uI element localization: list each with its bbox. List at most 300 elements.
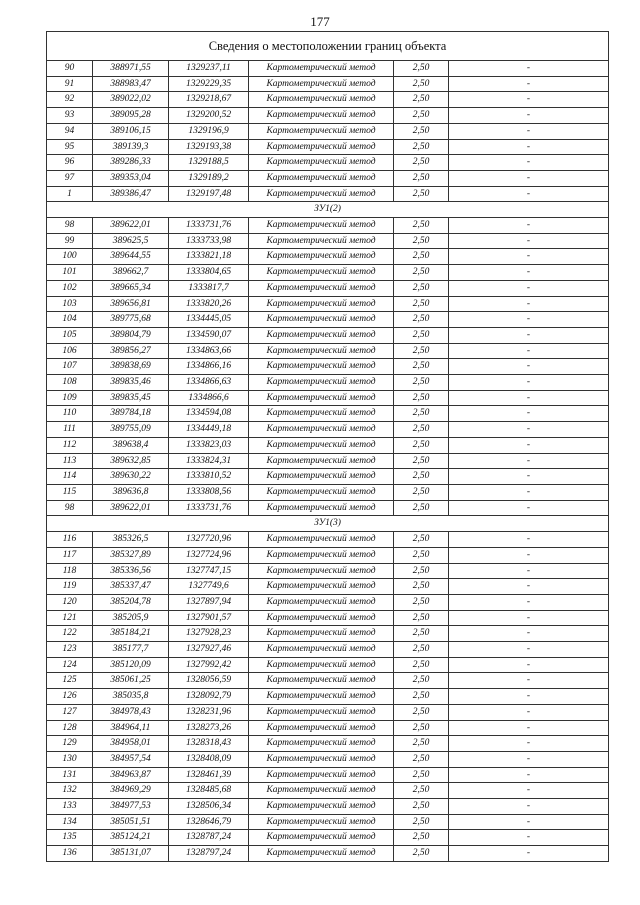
y-coordinate-cell: 1333808,56	[169, 484, 249, 500]
description-cell: -	[449, 186, 609, 202]
y-coordinate-cell: 1328231,96	[169, 704, 249, 720]
method-cell: Картометрический метод	[249, 406, 394, 422]
table-row	[47, 799, 609, 815]
accuracy-cell: 2,50	[394, 500, 449, 516]
accuracy-cell: 2,50	[394, 359, 449, 375]
description-cell: -	[449, 610, 609, 626]
method-cell: Картометрический метод	[249, 704, 394, 720]
y-coordinate-cell: 1333823,03	[169, 437, 249, 453]
point-number-cell: 131	[47, 767, 93, 783]
x-coordinate-cell: 389095,28	[93, 108, 169, 124]
table-row	[47, 437, 609, 453]
method-cell: Картометрический метод	[249, 170, 394, 186]
y-coordinate-cell: 1329197,48	[169, 186, 249, 202]
method-cell: Картометрический метод	[249, 375, 394, 391]
table-row	[47, 469, 609, 485]
accuracy-cell: 2,50	[394, 155, 449, 171]
x-coordinate-cell: 385124,21	[93, 830, 169, 846]
table-row	[47, 704, 609, 720]
description-cell: -	[449, 767, 609, 783]
method-cell: Картометрический метод	[249, 547, 394, 563]
method-cell: Картометрический метод	[249, 767, 394, 783]
method-cell: Картометрический метод	[249, 484, 394, 500]
x-coordinate-cell: 389622,01	[93, 218, 169, 234]
method-cell: Картометрический метод	[249, 359, 394, 375]
table-row	[47, 830, 609, 846]
description-cell: -	[449, 830, 609, 846]
x-coordinate-cell: 389106,15	[93, 123, 169, 139]
y-coordinate-cell: 1328318,43	[169, 736, 249, 752]
y-coordinate-cell: 1329229,35	[169, 76, 249, 92]
y-coordinate-cell: 1327901,57	[169, 610, 249, 626]
y-coordinate-cell: 1327992,42	[169, 657, 249, 673]
accuracy-cell: 2,50	[394, 406, 449, 422]
description-cell: -	[449, 594, 609, 610]
table-row	[47, 233, 609, 249]
accuracy-cell: 2,50	[394, 720, 449, 736]
table-row	[47, 563, 609, 579]
method-cell: Картометрический метод	[249, 437, 394, 453]
table-row	[47, 296, 609, 312]
table-row	[47, 92, 609, 108]
table-row	[47, 484, 609, 500]
x-coordinate-cell: 389286,33	[93, 155, 169, 171]
table-row	[47, 61, 609, 77]
description-cell: -	[449, 123, 609, 139]
point-number-cell: 119	[47, 579, 93, 595]
accuracy-cell: 2,50	[394, 343, 449, 359]
x-coordinate-cell: 389638,4	[93, 437, 169, 453]
x-coordinate-cell: 389644,55	[93, 249, 169, 265]
point-number-cell: 104	[47, 312, 93, 328]
accuracy-cell: 2,50	[394, 799, 449, 815]
method-cell: Картометрический метод	[249, 532, 394, 548]
table-row	[47, 579, 609, 595]
x-coordinate-cell: 385337,47	[93, 579, 169, 595]
point-number-cell: 120	[47, 594, 93, 610]
table-row	[47, 265, 609, 281]
description-cell: -	[449, 846, 609, 862]
y-coordinate-cell: 1334863,66	[169, 343, 249, 359]
point-number-cell: 124	[47, 657, 93, 673]
description-cell: -	[449, 579, 609, 595]
accuracy-cell: 2,50	[394, 657, 449, 673]
description-cell: -	[449, 563, 609, 579]
table-row	[47, 689, 609, 705]
point-number-cell: 105	[47, 327, 93, 343]
method-cell: Картометрический метод	[249, 422, 394, 438]
point-number-cell: 1	[47, 186, 93, 202]
x-coordinate-cell: 385035,8	[93, 689, 169, 705]
description-cell: -	[449, 170, 609, 186]
description-cell: -	[449, 689, 609, 705]
x-coordinate-cell: 385051,51	[93, 814, 169, 830]
method-cell: Картометрический метод	[249, 123, 394, 139]
point-number-cell: 100	[47, 249, 93, 265]
point-number-cell: 132	[47, 783, 93, 799]
x-coordinate-cell: 389662,7	[93, 265, 169, 281]
x-coordinate-cell: 385204,78	[93, 594, 169, 610]
accuracy-cell: 2,50	[394, 390, 449, 406]
x-coordinate-cell: 389632,85	[93, 453, 169, 469]
description-cell: -	[449, 704, 609, 720]
point-number-cell: 135	[47, 830, 93, 846]
x-coordinate-cell: 389804,79	[93, 327, 169, 343]
description-cell: -	[449, 327, 609, 343]
x-coordinate-cell: 385061,25	[93, 673, 169, 689]
point-number-cell: 96	[47, 155, 93, 171]
table-row	[47, 390, 609, 406]
accuracy-cell: 2,50	[394, 689, 449, 705]
method-cell: Картометрический метод	[249, 799, 394, 815]
table-row	[47, 547, 609, 563]
x-coordinate-cell: 389835,46	[93, 375, 169, 391]
y-coordinate-cell: 1329200,52	[169, 108, 249, 124]
accuracy-cell: 2,50	[394, 767, 449, 783]
accuracy-cell: 2,50	[394, 327, 449, 343]
accuracy-cell: 2,50	[394, 626, 449, 642]
x-coordinate-cell: 389630,22	[93, 469, 169, 485]
method-cell: Картометрический метод	[249, 453, 394, 469]
y-coordinate-cell: 1327928,23	[169, 626, 249, 642]
x-coordinate-cell: 389755,09	[93, 422, 169, 438]
method-cell: Картометрический метод	[249, 500, 394, 516]
point-number-cell: 130	[47, 751, 93, 767]
table-row	[47, 673, 609, 689]
x-coordinate-cell: 385336,56	[93, 563, 169, 579]
description-cell: -	[449, 720, 609, 736]
y-coordinate-cell: 1327747,15	[169, 563, 249, 579]
point-number-cell: 134	[47, 814, 93, 830]
x-coordinate-cell: 384958,01	[93, 736, 169, 752]
accuracy-cell: 2,50	[394, 108, 449, 124]
accuracy-cell: 2,50	[394, 704, 449, 720]
x-coordinate-cell: 389386,47	[93, 186, 169, 202]
x-coordinate-cell: 389835,45	[93, 390, 169, 406]
y-coordinate-cell: 1328646,79	[169, 814, 249, 830]
point-number-cell: 95	[47, 139, 93, 155]
accuracy-cell: 2,50	[394, 249, 449, 265]
table-row	[47, 139, 609, 155]
table-row	[47, 767, 609, 783]
method-cell: Картометрический метод	[249, 61, 394, 77]
table-row	[47, 453, 609, 469]
table-row	[47, 720, 609, 736]
y-coordinate-cell: 1328273,26	[169, 720, 249, 736]
accuracy-cell: 2,50	[394, 453, 449, 469]
description-cell: -	[449, 139, 609, 155]
accuracy-cell: 2,50	[394, 170, 449, 186]
point-number-cell: 125	[47, 673, 93, 689]
y-coordinate-cell: 1329193,38	[169, 139, 249, 155]
description-cell: -	[449, 359, 609, 375]
y-coordinate-cell: 1333731,76	[169, 500, 249, 516]
table-row	[47, 532, 609, 548]
description-cell: -	[449, 108, 609, 124]
point-number-cell: 116	[47, 532, 93, 548]
table-row	[47, 155, 609, 171]
y-coordinate-cell: 1327897,94	[169, 594, 249, 610]
x-coordinate-cell: 389838,69	[93, 359, 169, 375]
point-number-cell: 110	[47, 406, 93, 422]
table-row	[47, 312, 609, 328]
point-number-cell: 109	[47, 390, 93, 406]
accuracy-cell: 2,50	[394, 751, 449, 767]
y-coordinate-cell: 1334590,07	[169, 327, 249, 343]
method-cell: Картометрический метод	[249, 218, 394, 234]
point-number-cell: 101	[47, 265, 93, 281]
description-cell: -	[449, 799, 609, 815]
point-number-cell: 128	[47, 720, 93, 736]
method-cell: Картометрический метод	[249, 265, 394, 281]
method-cell: Картометрический метод	[249, 814, 394, 830]
accuracy-cell: 2,50	[394, 186, 449, 202]
accuracy-cell: 2,50	[394, 594, 449, 610]
description-cell: -	[449, 375, 609, 391]
y-coordinate-cell: 1329188,5	[169, 155, 249, 171]
description-cell: -	[449, 296, 609, 312]
description-cell: -	[449, 673, 609, 689]
point-number-cell: 133	[47, 799, 93, 815]
description-cell: -	[449, 736, 609, 752]
y-coordinate-cell: 1334449,18	[169, 422, 249, 438]
accuracy-cell: 2,50	[394, 296, 449, 312]
description-cell: -	[449, 437, 609, 453]
table-row	[47, 594, 609, 610]
description-cell: -	[449, 547, 609, 563]
y-coordinate-cell: 1327720,96	[169, 532, 249, 548]
accuracy-cell: 2,50	[394, 563, 449, 579]
table-row	[47, 814, 609, 830]
point-number-cell: 98	[47, 218, 93, 234]
point-number-cell: 122	[47, 626, 93, 642]
method-cell: Картометрический метод	[249, 594, 394, 610]
y-coordinate-cell: 1334445,05	[169, 312, 249, 328]
x-coordinate-cell: 388983,47	[93, 76, 169, 92]
point-number-cell: 93	[47, 108, 93, 124]
method-cell: Картометрический метод	[249, 720, 394, 736]
x-coordinate-cell: 389656,81	[93, 296, 169, 312]
method-cell: Картометрический метод	[249, 108, 394, 124]
method-cell: Картометрический метод	[249, 626, 394, 642]
x-coordinate-cell: 389353,04	[93, 170, 169, 186]
method-cell: Картометрический метод	[249, 783, 394, 799]
y-coordinate-cell: 1327749,6	[169, 579, 249, 595]
accuracy-cell: 2,50	[394, 437, 449, 453]
boundary-coordinates-table	[46, 31, 609, 862]
accuracy-cell: 2,50	[394, 61, 449, 77]
table-row	[47, 657, 609, 673]
table-row	[47, 422, 609, 438]
accuracy-cell: 2,50	[394, 579, 449, 595]
point-number-cell: 129	[47, 736, 93, 752]
method-cell: Картометрический метод	[249, 312, 394, 328]
x-coordinate-cell: 385184,21	[93, 626, 169, 642]
method-cell: Картометрический метод	[249, 846, 394, 862]
point-number-cell: 108	[47, 375, 93, 391]
table-row	[47, 610, 609, 626]
x-coordinate-cell: 389784,18	[93, 406, 169, 422]
method-cell: Картометрический метод	[249, 155, 394, 171]
title-row	[47, 32, 609, 61]
x-coordinate-cell: 385327,89	[93, 547, 169, 563]
accuracy-cell: 2,50	[394, 280, 449, 296]
method-cell: Картометрический метод	[249, 830, 394, 846]
table-row	[47, 280, 609, 296]
accuracy-cell: 2,50	[394, 422, 449, 438]
point-number-cell: 102	[47, 280, 93, 296]
accuracy-cell: 2,50	[394, 265, 449, 281]
x-coordinate-cell: 389622,01	[93, 500, 169, 516]
x-coordinate-cell: 389775,68	[93, 312, 169, 328]
method-cell: Картометрический метод	[249, 689, 394, 705]
accuracy-cell: 2,50	[394, 830, 449, 846]
table-row	[47, 218, 609, 234]
point-number-cell: 127	[47, 704, 93, 720]
point-number-cell: 103	[47, 296, 93, 312]
section-header-row	[47, 516, 609, 532]
accuracy-cell: 2,50	[394, 783, 449, 799]
point-number-cell: 113	[47, 453, 93, 469]
accuracy-cell: 2,50	[394, 532, 449, 548]
y-coordinate-cell: 1328461,39	[169, 767, 249, 783]
point-number-cell: 90	[47, 61, 93, 77]
table-row	[47, 186, 609, 202]
y-coordinate-cell: 1329237,11	[169, 61, 249, 77]
description-cell: -	[449, 233, 609, 249]
table-row	[47, 327, 609, 343]
description-cell: -	[449, 422, 609, 438]
accuracy-cell: 2,50	[394, 123, 449, 139]
accuracy-cell: 2,50	[394, 610, 449, 626]
table-row	[47, 343, 609, 359]
point-number-cell: 91	[47, 76, 93, 92]
table-row	[47, 642, 609, 658]
table-row	[47, 783, 609, 799]
description-cell: -	[449, 484, 609, 500]
method-cell: Картометрический метод	[249, 736, 394, 752]
accuracy-cell: 2,50	[394, 312, 449, 328]
accuracy-cell: 2,50	[394, 469, 449, 485]
y-coordinate-cell: 1334866,16	[169, 359, 249, 375]
y-coordinate-cell: 1328485,68	[169, 783, 249, 799]
table-row	[47, 500, 609, 516]
y-coordinate-cell: 1327724,96	[169, 547, 249, 563]
method-cell: Картометрический метод	[249, 280, 394, 296]
y-coordinate-cell: 1333821,18	[169, 249, 249, 265]
method-cell: Картометрический метод	[249, 469, 394, 485]
table-row	[47, 626, 609, 642]
x-coordinate-cell: 389856,27	[93, 343, 169, 359]
x-coordinate-cell: 384978,43	[93, 704, 169, 720]
x-coordinate-cell: 389625,5	[93, 233, 169, 249]
description-cell: -	[449, 500, 609, 516]
x-coordinate-cell: 385120,09	[93, 657, 169, 673]
y-coordinate-cell: 1334594,08	[169, 406, 249, 422]
y-coordinate-cell: 1333824,31	[169, 453, 249, 469]
method-cell: Картометрический метод	[249, 563, 394, 579]
point-number-cell: 97	[47, 170, 93, 186]
accuracy-cell: 2,50	[394, 736, 449, 752]
description-cell: -	[449, 814, 609, 830]
method-cell: Картометрический метод	[249, 343, 394, 359]
y-coordinate-cell: 1334866,63	[169, 375, 249, 391]
table-row	[47, 108, 609, 124]
accuracy-cell: 2,50	[394, 76, 449, 92]
description-cell: -	[449, 532, 609, 548]
method-cell: Картометрический метод	[249, 186, 394, 202]
x-coordinate-cell: 389022,02	[93, 92, 169, 108]
y-coordinate-cell: 1328056,59	[169, 673, 249, 689]
table-row	[47, 736, 609, 752]
x-coordinate-cell: 384957,54	[93, 751, 169, 767]
accuracy-cell: 2,50	[394, 846, 449, 862]
accuracy-cell: 2,50	[394, 814, 449, 830]
x-coordinate-cell: 385177,7	[93, 642, 169, 658]
accuracy-cell: 2,50	[394, 218, 449, 234]
x-coordinate-cell: 388971,55	[93, 61, 169, 77]
accuracy-cell: 2,50	[394, 547, 449, 563]
accuracy-cell: 2,50	[394, 642, 449, 658]
description-cell: -	[449, 312, 609, 328]
point-number-cell: 99	[47, 233, 93, 249]
table-body	[47, 32, 609, 862]
point-number-cell: 112	[47, 437, 93, 453]
point-number-cell: 114	[47, 469, 93, 485]
description-cell: -	[449, 61, 609, 77]
x-coordinate-cell: 384963,87	[93, 767, 169, 783]
description-cell: -	[449, 453, 609, 469]
accuracy-cell: 2,50	[394, 139, 449, 155]
y-coordinate-cell: 1333731,76	[169, 218, 249, 234]
method-cell: Картометрический метод	[249, 673, 394, 689]
description-cell: -	[449, 343, 609, 359]
x-coordinate-cell: 385326,5	[93, 532, 169, 548]
x-coordinate-cell: 384964,11	[93, 720, 169, 736]
method-cell: Картометрический метод	[249, 579, 394, 595]
table-row	[47, 406, 609, 422]
x-coordinate-cell: 384969,29	[93, 783, 169, 799]
y-coordinate-cell: 1329189,2	[169, 170, 249, 186]
point-number-cell: 98	[47, 500, 93, 516]
accuracy-cell: 2,50	[394, 673, 449, 689]
point-number-cell: 136	[47, 846, 93, 862]
point-number-cell: 126	[47, 689, 93, 705]
description-cell: -	[449, 249, 609, 265]
point-number-cell: 123	[47, 642, 93, 658]
y-coordinate-cell: 1328797,24	[169, 846, 249, 862]
point-number-cell: 121	[47, 610, 93, 626]
accuracy-cell: 2,50	[394, 233, 449, 249]
page-number: 177	[310, 14, 330, 29]
table-row	[47, 751, 609, 767]
accuracy-cell: 2,50	[394, 484, 449, 500]
x-coordinate-cell: 385205,9	[93, 610, 169, 626]
table-row	[47, 123, 609, 139]
description-cell: -	[449, 626, 609, 642]
accuracy-cell: 2,50	[394, 375, 449, 391]
section-header-row	[47, 202, 609, 218]
method-cell: Картометрический метод	[249, 390, 394, 406]
y-coordinate-cell: 1328506,34	[169, 799, 249, 815]
point-number-cell: 106	[47, 343, 93, 359]
y-coordinate-cell: 1328408,09	[169, 751, 249, 767]
method-cell: Картометрический метод	[249, 296, 394, 312]
description-cell: -	[449, 642, 609, 658]
method-cell: Картометрический метод	[249, 610, 394, 626]
x-coordinate-cell: 385131,07	[93, 846, 169, 862]
x-coordinate-cell: 389665,34	[93, 280, 169, 296]
